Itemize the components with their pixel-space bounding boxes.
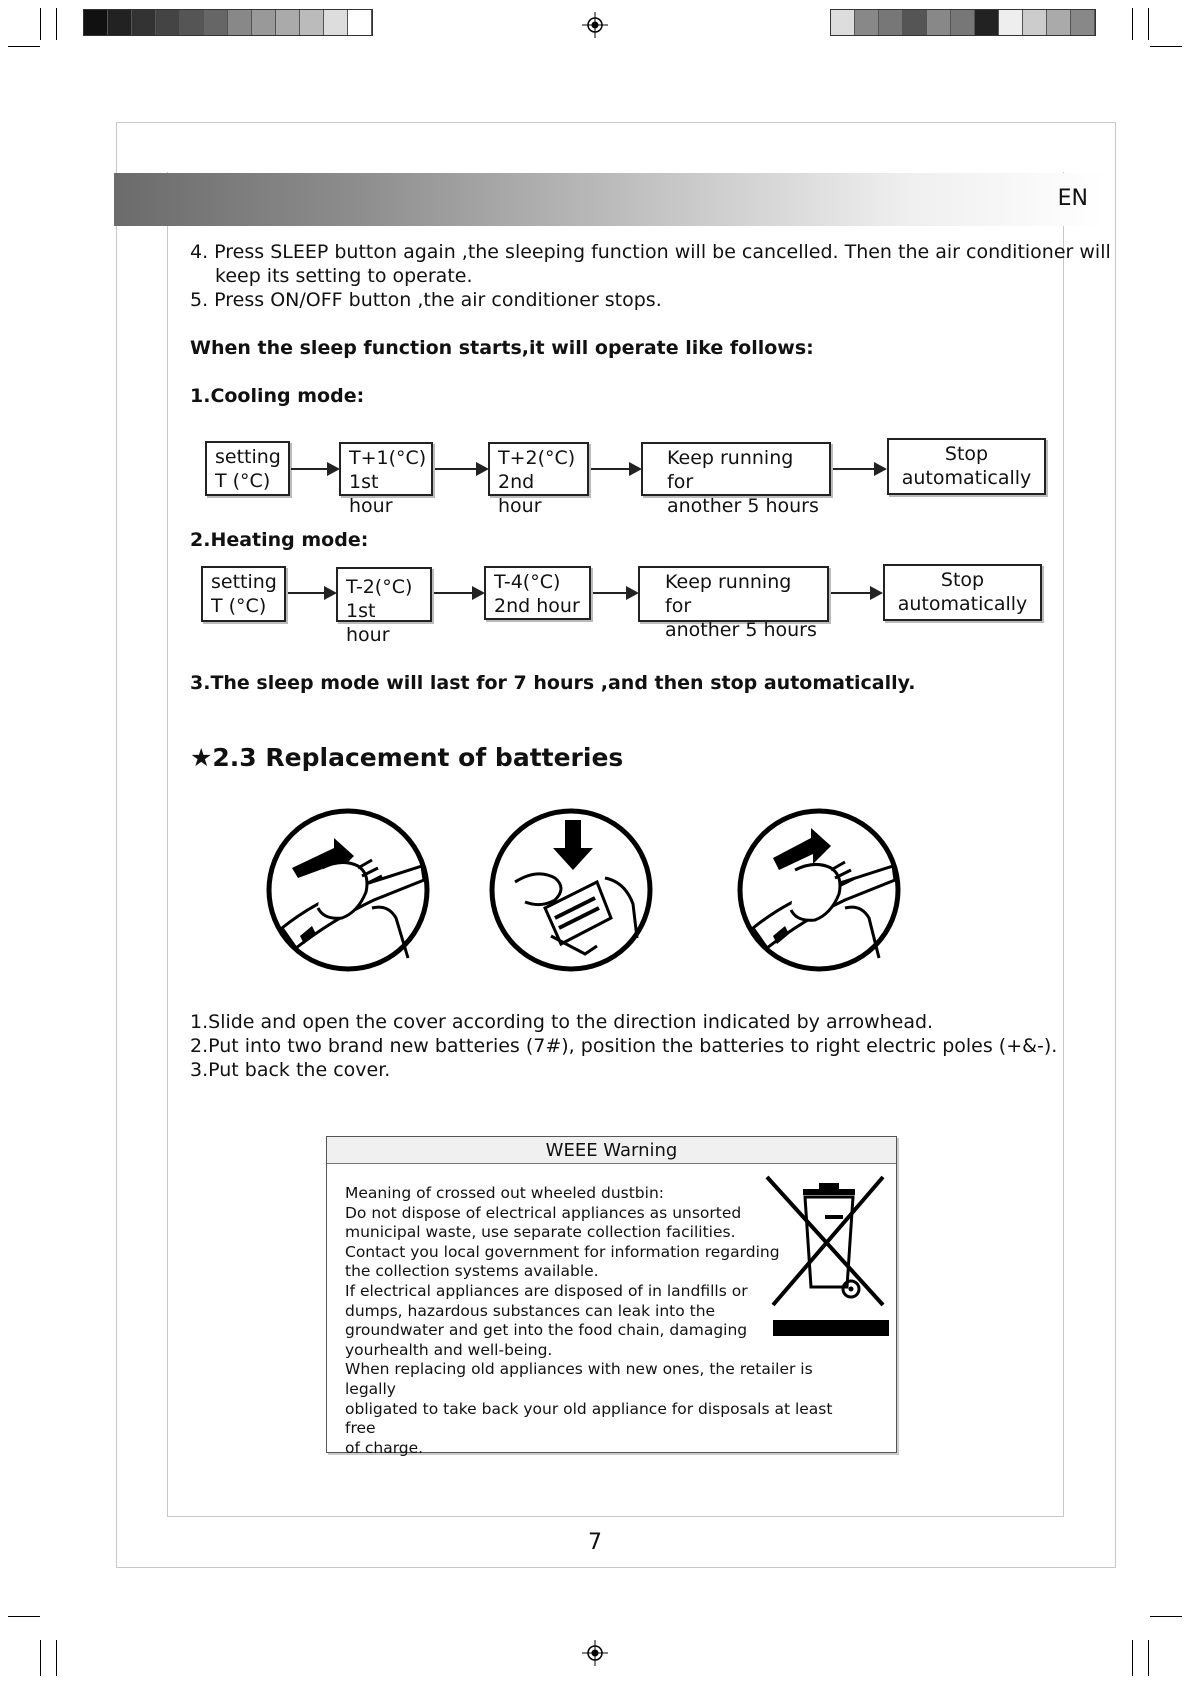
- flow-arrow-icon: [591, 468, 640, 470]
- battery-step1-illustration-icon: [262, 808, 436, 972]
- weee-title: WEEE Warning: [327, 1137, 896, 1164]
- sleep-intro-heading: When the sleep function starts,it will operate like follows:: [190, 337, 814, 359]
- flow-arrow-icon: [291, 468, 338, 470]
- battery-step-1: 1.Slide and open the cover according to the direction indicated by arrowhead.: [190, 1011, 934, 1033]
- battery-section-title: ★2.3 Replacement of batteries: [190, 743, 624, 772]
- flow-box: setting T (°C): [201, 566, 286, 622]
- flow-arrow-icon: [593, 592, 637, 594]
- flow-box: setting T (°C): [205, 441, 290, 496]
- flow-box: Stop automatically: [887, 438, 1046, 495]
- flow-box: T+1(°C) 1st hour: [339, 442, 433, 496]
- flow-box: T-4(°C) 2nd hour: [484, 566, 591, 620]
- flow-arrow-icon: [435, 468, 487, 470]
- grayscale-bar-right: [830, 9, 1096, 36]
- weee-warning-box: [326, 1136, 897, 1457]
- step-5: 5. Press ON/OFF button ,the air conditioner stops.: [190, 289, 662, 311]
- battery-step2-illustration-icon: [485, 808, 659, 972]
- step-4-line-2: keep its setting to operate.: [215, 265, 473, 287]
- flow-box: T+2(°C) 2nd hour: [488, 442, 589, 496]
- battery-step3-illustration-icon: [733, 808, 907, 972]
- registration-mark-bottom-icon: [582, 1640, 608, 1666]
- step-4-line-1: 4. Press SLEEP button again ,the sleeping function will be cancelled. Then the air conditioner will: [190, 241, 1111, 263]
- header-band: [114, 173, 1106, 226]
- flow-arrow-icon: [833, 468, 885, 470]
- crossed-out-wheeled-bin-icon: [763, 1175, 889, 1339]
- language-label: EN: [1057, 186, 1088, 211]
- flow-arrow-icon: [831, 592, 881, 594]
- registration-mark-top-icon: [582, 12, 608, 38]
- page-number: 7: [588, 1530, 602, 1555]
- sleep-duration-note: 3.The sleep mode will last for 7 hours ,and then stop automatically.: [190, 672, 916, 694]
- flow-arrow-icon: [288, 592, 335, 594]
- battery-step-2: 2.Put into two brand new batteries (7#), position the batteries to right electric poles (+&-).: [190, 1035, 1058, 1057]
- flow-arrow-icon: [434, 592, 483, 594]
- flow-box: T-2(°C) 1st hour: [336, 567, 432, 622]
- weee-text: Meaning of crossed out wheeled dustbin: Do not dispose of electrical appliances as unsorted municipal waste, use separate collection facilities. Contact you local government for information regarding the collection systems available. If electrical appliances are disposed of in landfills or dumps, hazardous substances can leak into the groundwater and get into the food chain, damaging yourhealth and well-being. When replacing old appliances with new ones, the retailer is legally obligated to take back your old appliance for disposals at least free of charge.: [345, 1184, 833, 1457]
- flow-box: Keep running for another 5 hours: [641, 442, 831, 496]
- grayscale-bar-left: [83, 9, 373, 36]
- flow-box: Stop automatically: [883, 564, 1042, 621]
- heating-mode-title: 2.Heating mode:: [190, 529, 369, 551]
- cooling-mode-title: 1.Cooling mode:: [190, 385, 365, 407]
- battery-step-3: 3.Put back the cover.: [190, 1059, 391, 1081]
- flow-box: Keep running for another 5 hours: [638, 566, 829, 622]
